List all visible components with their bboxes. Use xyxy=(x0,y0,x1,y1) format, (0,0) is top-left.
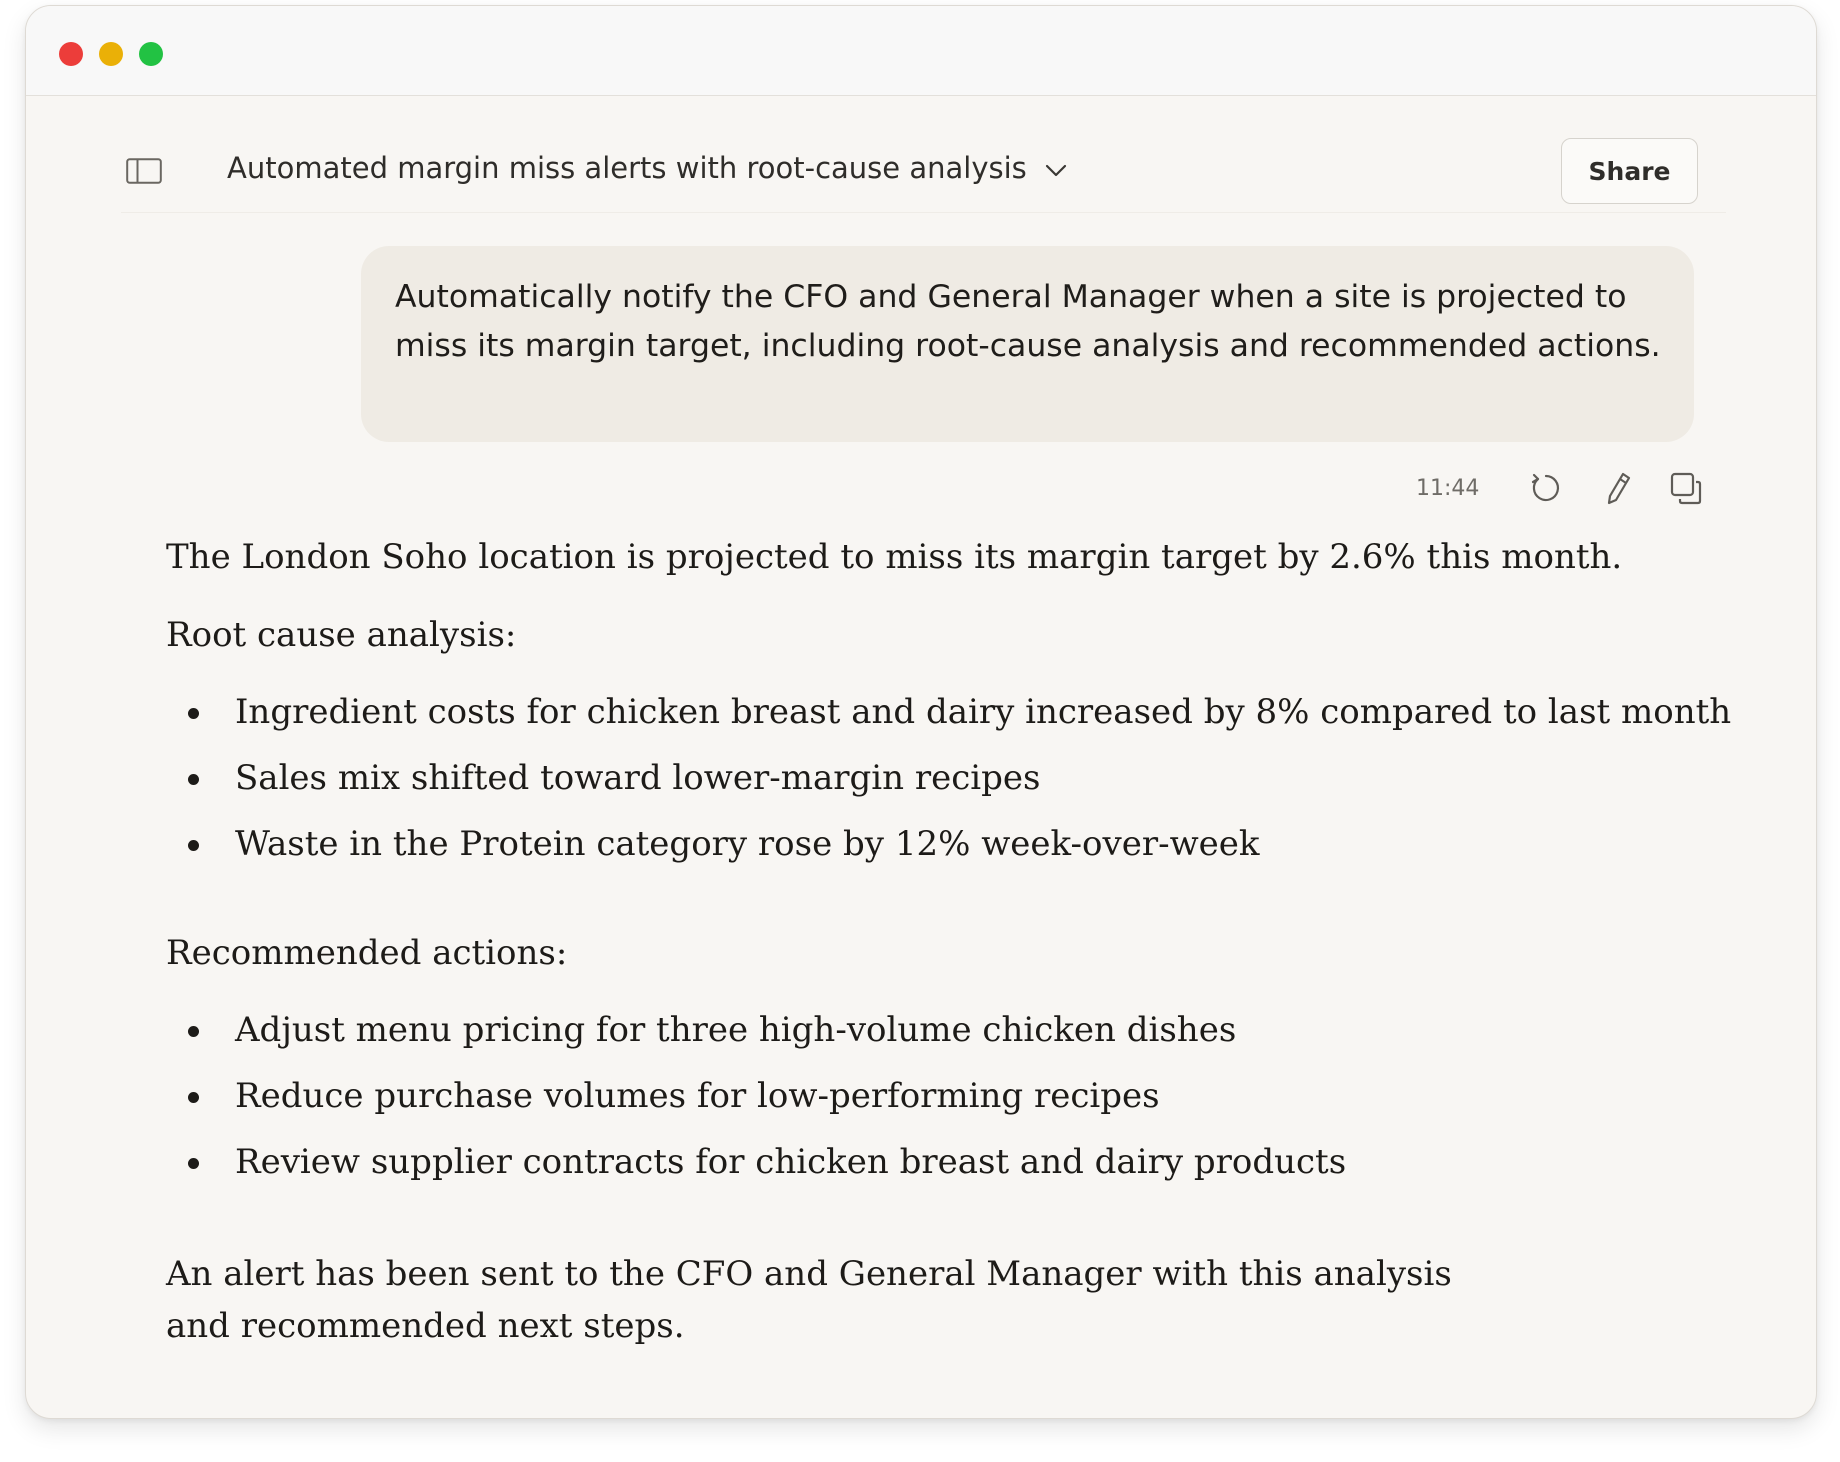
list-item xyxy=(166,1070,1346,1136)
list-item xyxy=(166,1004,1346,1070)
list-item xyxy=(166,1136,1346,1202)
retry-icon[interactable] xyxy=(1528,470,1564,506)
title-bar xyxy=(26,6,1816,96)
list-item-text: Review supplier contracts for chicken breast and dairy products xyxy=(235,1142,1347,1182)
list-item-text: Waste in the Protein category rose by 12% week-over-week xyxy=(235,824,1260,864)
user-message-bubble xyxy=(361,246,1694,442)
list-item xyxy=(166,686,1731,752)
recommended-actions-list xyxy=(166,1004,1346,1202)
copy-icon[interactable] xyxy=(1668,470,1704,506)
message-actions xyxy=(1416,468,1716,508)
conversation-title[interactable]: Automated margin miss alerts with root-cause analysis xyxy=(227,151,1027,185)
bullet-icon xyxy=(188,708,199,719)
share-button[interactable]: Share xyxy=(1561,138,1698,204)
recommended-actions-heading: Recommended actions: xyxy=(166,933,568,973)
edit-icon[interactable] xyxy=(1600,470,1636,506)
list-item-text: Ingredient costs for chicken breast and dairy increased by 8% compared to last month xyxy=(235,692,1732,732)
list-item-text: Sales mix shifted toward lower-margin recipes xyxy=(235,758,1041,798)
bullet-icon xyxy=(188,1158,199,1169)
bullet-icon xyxy=(188,840,199,851)
root-cause-list xyxy=(166,686,1731,884)
list-item xyxy=(166,818,1731,884)
zoom-window-button[interactable] xyxy=(139,42,163,66)
app-window xyxy=(25,5,1817,1419)
list-item-text: Adjust menu pricing for three high-volume chicken dishes xyxy=(235,1010,1237,1050)
user-message-text: Automatically notify the CFO and General Manager when a site is projected to miss its margin target, including root-cause analysis and recommended actions. xyxy=(395,279,1661,364)
root-cause-heading: Root cause analysis: xyxy=(166,615,517,655)
close-window-button[interactable] xyxy=(59,42,83,66)
minimize-window-button[interactable] xyxy=(99,42,123,66)
conversation-header xyxy=(121,126,1726,213)
response-summary: The London Soho location is projected to miss its margin target by 2.6% this month. xyxy=(166,537,1623,577)
message-timestamp: 11:44 xyxy=(1416,476,1480,501)
sidebar-panel-icon[interactable] xyxy=(126,158,162,184)
bullet-icon xyxy=(188,1092,199,1103)
bullet-icon xyxy=(188,1026,199,1037)
bullet-icon xyxy=(188,774,199,785)
response-closing: An alert has been sent to the CFO and General Manager with this analysis and recommended next steps. xyxy=(166,1254,1452,1346)
chevron-down-icon[interactable] xyxy=(1043,160,1069,180)
list-item-text: Reduce purchase volumes for low-performing recipes xyxy=(235,1076,1160,1116)
list-item xyxy=(166,752,1731,818)
